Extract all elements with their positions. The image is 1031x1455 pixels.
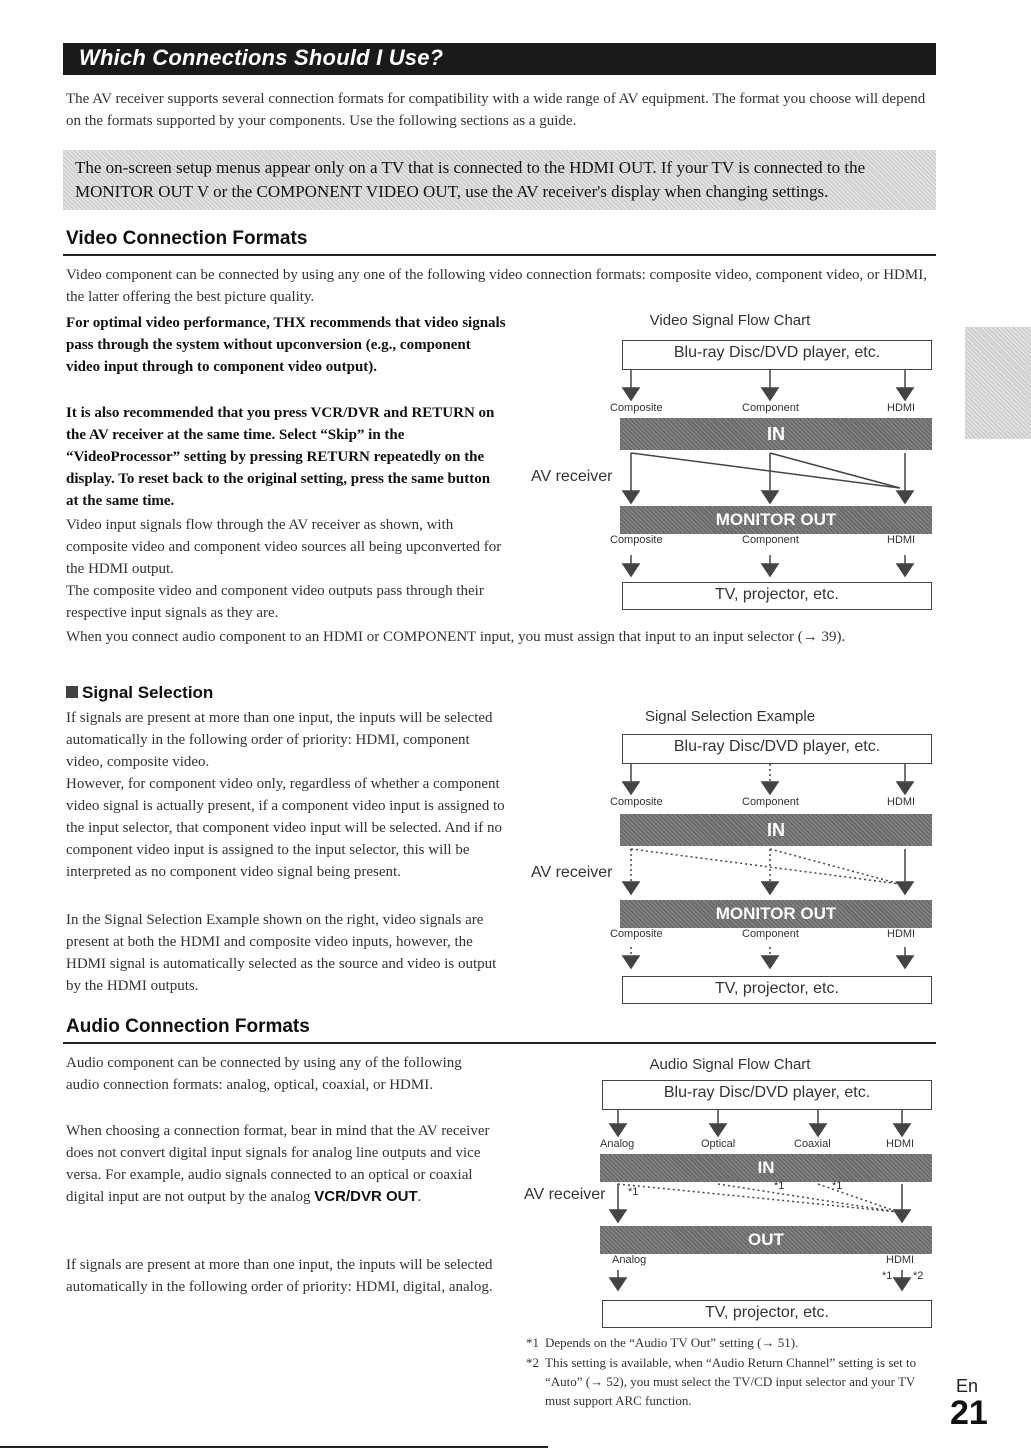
video-heading: Video Connection Formats <box>66 228 308 249</box>
selection-in-component-label: Component <box>742 796 799 808</box>
video-out-hdmi-label: HDMI <box>887 534 916 546</box>
bottom-rule <box>0 1446 548 1448</box>
selection-source-box: Blu-ray Disc/DVD player, etc. <box>622 734 932 764</box>
video-avr-label: AV receiver <box>531 468 613 485</box>
audio-flow-diagram <box>520 1052 940 1332</box>
page-title-bar <box>63 43 936 75</box>
selection-monitor-out-bar: MONITOR OUT <box>620 900 932 928</box>
video-out-composite-label: Composite <box>610 534 663 546</box>
audio-p2: When choosing a connection format, bear in mind that the AV receiver does not convert digital input signals for analog line outputs and vice versa. For example, audio signals connected to an optical or coaxial digital input are not output by the analog VCR/DVR OUT. <box>66 1123 490 1205</box>
signal-selection-heading <box>66 683 213 703</box>
audio-avr-label: AV receiver <box>524 1186 606 1203</box>
selection-avr-label: AV receiver <box>531 864 613 881</box>
footnote-2: This setting is available, when “Audio Return Channel” setting is set to “Auto” (→ 52), you must select the TV/CD input selector and your TV must support ARC function. <box>545 1355 917 1408</box>
footnote-2-mark: *2 <box>526 1355 539 1370</box>
page-number: 21 <box>950 1394 988 1432</box>
signal-selection-p2: However, for component video only, regardless of whether a component video signal is actually present, if a component video input is assigned to the input selector, that component video input will be selected. And if no component video input is assigned to the input selector, this will be interpreted as no component video signal being present. <box>66 776 505 880</box>
audio-p2-text: When choosing a connection format, bear in mind that the AV receiver does not convert digital input signals for analog line outputs and vice versa. For example, audio signals connected to an optical or coaxial digital input are not output by the analog <box>66 1123 490 1205</box>
press-recommendation: It is also recommended that you press VCR/DVR and RETURN on the AV receiver at the same time. Select “Skip” in the “VideoProcessor” setting by pressing RETURN repeatedly on the display. To reset back to the original setting, press the same button at the same time. <box>66 405 495 509</box>
video-source-box: Blu-ray Disc/DVD player, etc. <box>622 340 932 370</box>
audio-chart-title: Audio Signal Flow Chart <box>649 1056 811 1073</box>
assign-input-note: When you connect audio component to an HDMI or COMPONENT input, you must assign that input to an input selector (→ 39). <box>66 629 846 645</box>
audio-out-hdmi-label: HDMI <box>886 1254 915 1266</box>
audio-in-optical-label: Optical <box>701 1138 736 1150</box>
thx-recommendation: For optimal video performance, THX recommends that video signals pass through the system without upconversion (e.g., component video input through to component video output). <box>66 315 506 375</box>
section-square-icon <box>66 686 78 698</box>
intro-paragraph: The AV receiver supports several connection formats for compatibility with a wide range of AV equipment. The format you choose will depend on the formats supported by your components. Use the following sections as a guide. <box>66 91 926 129</box>
audio-heading-rule <box>63 1042 936 1044</box>
note-text: The on-screen setup menus appear only on a TV that is connected to the HDMI OUT. If your TV is connected to the MONITOR OUT V or the COMPONENT VIDEO OUT, use the AV receiver's display when changing settings. <box>75 158 866 201</box>
selection-in-hdmi-label: HDMI <box>887 796 916 808</box>
audio-out-analog-label: Analog <box>612 1254 647 1266</box>
selection-out-component-label: Component <box>742 928 799 940</box>
audio-source-box: Blu-ray Disc/DVD player, etc. <box>602 1080 932 1110</box>
audio-mark-analog: *1 <box>628 1186 639 1198</box>
note-box <box>63 150 936 210</box>
signal-selection-heading-text: Signal Selection <box>82 683 214 702</box>
selection-arrows <box>520 704 940 1009</box>
audio-sink-box: TV, projector, etc. <box>602 1300 932 1328</box>
audio-mark-hdmi-out-1: *1 <box>882 1270 893 1282</box>
selection-sink-box: TV, projector, etc. <box>622 976 932 1004</box>
audio-heading: Audio Connection Formats <box>66 1016 310 1037</box>
video-flow-diagram <box>520 308 940 613</box>
audio-in-analog-label: Analog <box>600 1138 635 1150</box>
video-chart-title: Video Signal Flow Chart <box>649 312 811 329</box>
signal-selection-p3: In the Signal Selection Example shown on the right, video signals are present at both the HDMI and composite video inputs, however, the HDMI signal is automatically selected as the source and video is output by the HDMI outputs. <box>66 912 497 994</box>
vcr-dvr-out-label: VCR/DVR OUT <box>314 1188 418 1205</box>
video-out-component-label: Component <box>742 534 799 546</box>
video-in-composite-label: Composite <box>610 402 663 414</box>
side-tab <box>965 327 1031 439</box>
passthrough-description: The composite video and component video outputs pass through their respective input signals as they are. <box>66 583 484 621</box>
audio-in-hdmi-label: HDMI <box>886 1138 915 1150</box>
audio-mark-optical: *1 <box>774 1180 785 1192</box>
selection-example-diagram <box>520 704 940 1009</box>
selection-in-composite-label: Composite <box>610 796 663 808</box>
signal-selection-p1: If signals are present at more than one input, the inputs will be selected automatically in the following order of priority: HDMI, component video, composite video. <box>66 710 493 770</box>
audio-p3: If signals are present at more than one input, the inputs will be selected automatically in the following order of priority: HDMI, digital, analog. <box>66 1257 493 1295</box>
footnote-1-mark: *1 <box>526 1335 539 1350</box>
video-monitor-out-bar: MONITOR OUT <box>620 506 932 534</box>
audio-mark-hdmi-out-2: *2 <box>913 1270 924 1282</box>
selection-out-hdmi-label: HDMI <box>887 928 916 940</box>
video-intro: Video component can be connected by using any one of the following video connection formats: composite video, component video, or HDMI, the latter offering the best picture quality. <box>66 267 927 305</box>
video-in-bar: IN <box>620 418 932 450</box>
footnote-1: Depends on the “Audio TV Out” setting (→ 51). <box>545 1335 799 1350</box>
audio-mark-coaxial: *1 <box>832 1180 843 1192</box>
video-heading-rule <box>63 254 936 256</box>
video-arrows <box>520 308 940 613</box>
audio-p1: Audio component can be connected by using any of the following audio connection formats: analog, optical, coaxial, or HDMI. <box>66 1055 462 1093</box>
audio-in-bar: IN <box>600 1154 932 1182</box>
video-in-component-label: Component <box>742 402 799 414</box>
page-language: En <box>956 1376 979 1396</box>
selection-chart-title: Signal Selection Example <box>644 708 816 725</box>
audio-in-coaxial-label: Coaxial <box>794 1138 831 1150</box>
selection-out-composite-label: Composite <box>610 928 663 940</box>
audio-out-bar: OUT <box>600 1226 932 1254</box>
page-title: Which Connections Should I Use? <box>79 45 444 70</box>
video-in-hdmi-label: HDMI <box>887 402 916 414</box>
selection-in-bar: IN <box>620 814 932 846</box>
video-sink-box: TV, projector, etc. <box>622 582 932 610</box>
flow-description: Video input signals flow through the AV receiver as shown, with composite video and component video sources all being upconverted for the HDMI output. <box>66 517 502 577</box>
